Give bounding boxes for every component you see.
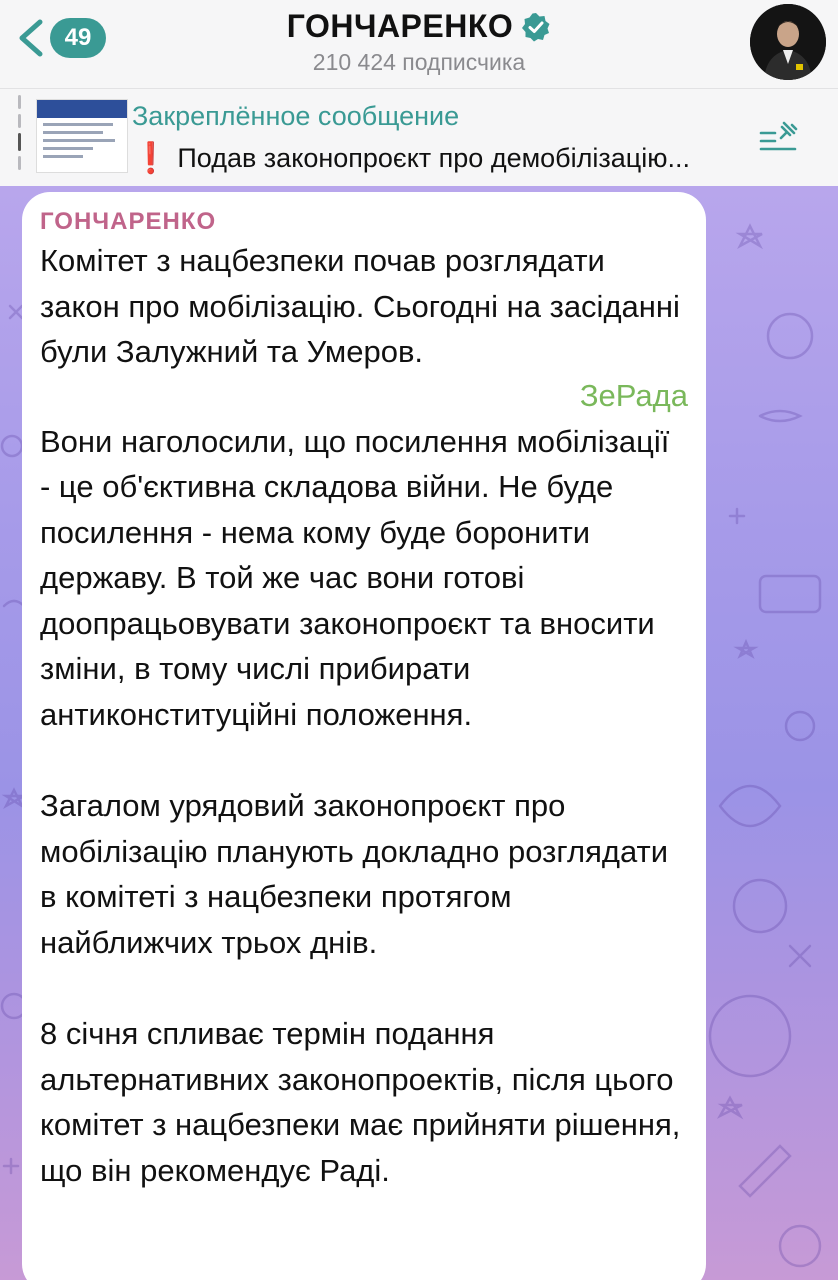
channel-title (287, 8, 552, 45)
message-bubble[interactable] (22, 192, 706, 1280)
pinned-text-row (132, 141, 690, 176)
pinned-thumbnail (36, 99, 128, 173)
chat-area[interactable] (0, 186, 838, 1280)
verified-icon (521, 12, 551, 42)
pinned-list-icon[interactable] (758, 119, 800, 157)
unread-count-badge: 49 (50, 18, 106, 58)
avatar-image (750, 4, 826, 80)
pinned-label: Закреплённое сообщение (132, 101, 460, 131)
pinned-text: Подав законопроєкт про демобілізацію... (177, 143, 691, 173)
message-paragraph-2: Вони наголосили, що посилення мобілізації - це об'єктивна складова війни. Не буде посилення - нема кому буде боронити державу. В той же час вони готові доопрацьовувати законопроєкт та вносити зміни, в тому числі прибирати антиконституційні положення. (40, 423, 670, 732)
exclamation-icon: ❗ (132, 142, 170, 175)
message-sender[interactable]: ГОНЧАРЕНКО (40, 208, 217, 235)
pinned-message-bar[interactable] (0, 88, 838, 186)
subscriber-count: 210 424 подписчика (312, 49, 526, 75)
message-watermark: ЗеРада (579, 377, 688, 413)
chat-header (0, 0, 838, 88)
channel-title-area[interactable] (0, 8, 838, 76)
channel-avatar[interactable] (750, 4, 826, 80)
pinned-indicator (18, 95, 22, 179)
message-paragraph-4: 8 січня спливає термін подання альтернативних законопроектів, після цього комітет з нацбезпеки має прийняти рішення, що він рекомендує Раді. (40, 1016, 681, 1188)
message-paragraph-1: Комітет з нацбезпеки почав розглядати закон про мобілізацію. Сьогодні на засіданні були Залужний та Умеров. (40, 243, 680, 369)
channel-name: ГОНЧАРЕНКО (286, 8, 514, 44)
message-paragraph-3: Загалом урядовий законопроєкт про мобілізацію планують докладно розглядати в комітеті з нацбезпеки протягом найближчих трьох днів. (40, 788, 669, 960)
